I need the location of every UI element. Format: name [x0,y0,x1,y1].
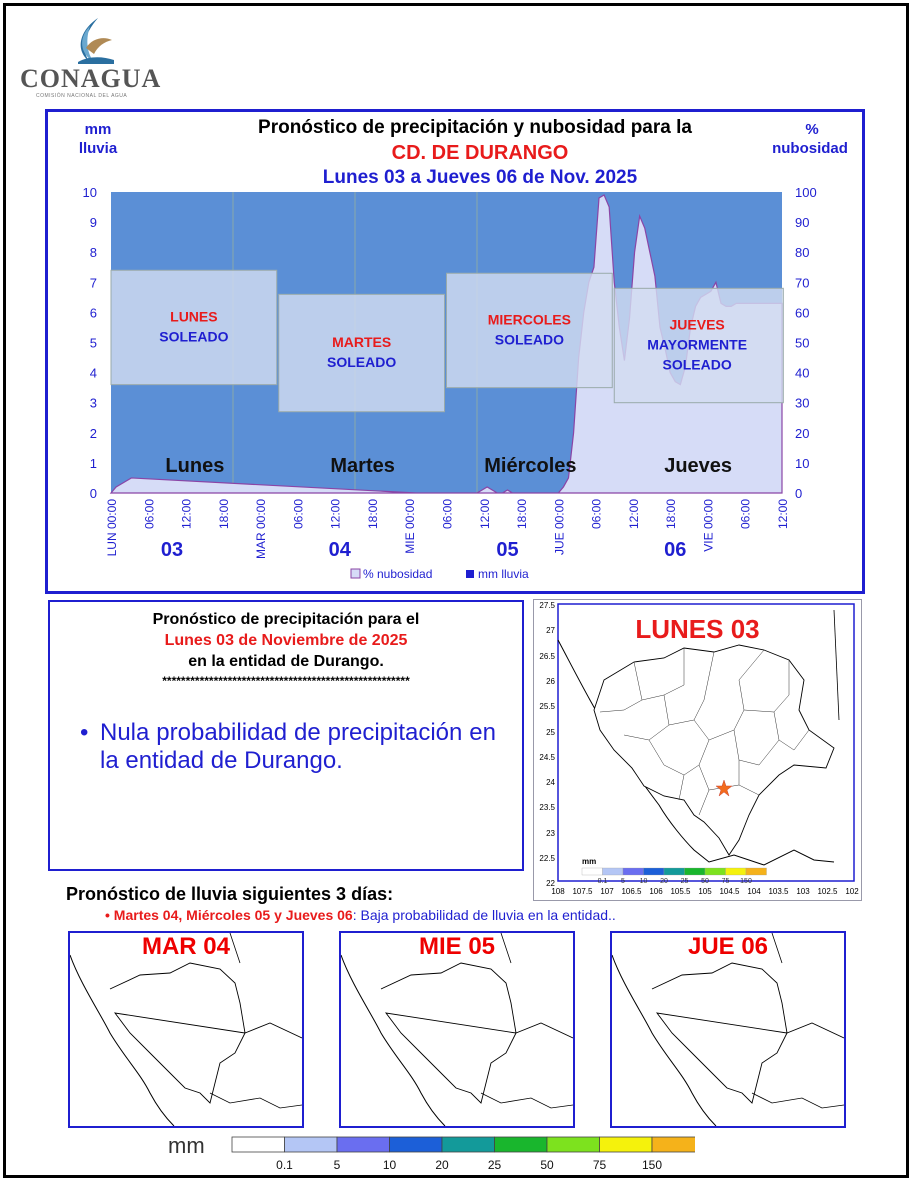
forecast-date: Lunes 03 de Noviembre de 2025 [164,632,408,649]
y-tick-left: 1 [89,455,97,471]
lon-tick: 104.5 [719,887,740,896]
lat-tick: 27 [546,626,555,636]
lon-tick: 106.5 [621,887,642,896]
coastline [70,955,174,1126]
bullet-dot: • [80,719,89,746]
x-tick-label: 18:00 [365,499,380,530]
lat-tick: 26.5 [539,651,555,661]
x-tick-label: 06:00 [142,499,157,530]
x-tick-label: 18:00 [216,499,231,530]
scale-label: 75 [592,1158,607,1172]
x-tick-label: 06:00 [738,499,753,530]
day-box-jueves [614,288,783,402]
x-tick-label: 12:00 [776,499,790,530]
legend-swatch-rain [466,570,474,578]
scale-label: 0.1 [276,1158,293,1172]
y-tick-right: 40 [795,365,810,381]
main-scale-label: 75 [721,878,730,885]
main-scale-label: 10 [639,878,648,885]
y-tick-left: 10 [82,185,97,200]
y-tick-left: 6 [89,305,97,321]
next-days-bullet-text: : Baja probabilidad de lluvia en la entidad.. [352,907,616,923]
main-scale-cell [644,868,665,875]
y-tick-right: 80 [795,245,810,261]
conagua-logo-icon [68,16,116,66]
day-name-label: Martes [330,454,395,477]
y-tick-right: 70 [795,275,810,291]
scale-cell [390,1137,443,1152]
day-number-label: 04 [328,539,351,561]
day-box-name: MIERCOLES [487,311,571,328]
x-tick-label: 18:00 [515,499,530,530]
map-mie-05-title: MIE 05 [418,933,496,960]
forecast-separator: ***************************************************** [162,674,410,688]
forecast-title: Pronóstico de precipitación para el [152,611,420,628]
day-box-martes [279,294,445,411]
org-name: CONAGUA [20,64,162,93]
lon-tick: 105 [698,887,712,896]
y-tick-left: 0 [89,486,97,501]
lon-tick: 106 [649,887,663,896]
lat-tick: 24 [546,778,555,788]
x-tick-label: MIE 00:00 [403,499,418,554]
day-box-lunes [111,270,277,384]
main-scale-label: 5 [621,878,625,885]
main-scale-label: 25 [680,878,689,885]
lon-tick: 103.5 [768,887,789,896]
map-mie-05 [339,931,575,1128]
day-box-miercoles [447,273,613,387]
main-map [533,599,862,901]
chart-dates: Lunes 03 a Jueves 06 de Nov. 2025 [322,167,638,188]
y-tick-right: 30 [795,395,810,411]
day-box-condition: MAYORMENTE [647,336,748,353]
scale-label: 10 [382,1158,397,1172]
scale-label: 25 [487,1158,502,1172]
lat-tick: 23 [546,828,555,838]
y-tick-right: 90 [795,215,810,231]
chart-legend [351,567,529,581]
main-scale-cell [582,868,603,875]
x-tick-label: 06:00 [589,499,604,530]
lon-tick: 102 [845,887,859,896]
chart-city: CD. DE DURANGO [391,142,569,164]
y-tick-left: 7 [89,275,97,291]
lat-tick: 25.5 [539,702,555,712]
x-tick-label: 06:00 [291,499,306,530]
day-box-name: JUEVES [669,316,725,333]
y-tick-right: 10 [795,455,810,471]
main-scale-cell [685,868,706,875]
state-outline [110,963,302,1103]
x-tick-label: 12:00 [179,499,194,530]
map-mar-04 [68,931,304,1128]
day-box-condition: SOLEADO [662,356,732,373]
scale-cell [652,1137,695,1152]
day-name-label: Jueves [664,454,733,477]
day-number-label: 06 [664,539,687,561]
y-tick-left: 2 [89,425,97,441]
x-tick-label: LUN 00:00 [105,499,119,557]
scale-cell [495,1137,548,1152]
lon-tick: 104 [747,887,761,896]
bottom-color-scale [225,1134,695,1174]
y-tick-left: 3 [89,395,97,411]
day-box-name: LUNES [170,308,218,325]
coastline [612,955,716,1126]
legend-label-rain: mm lluvia [478,567,529,581]
scale-label: 150 [641,1158,663,1172]
main-map-title: LUNES 03 [635,614,760,644]
map-jue-06 [610,931,846,1128]
next-days-title: Pronóstico de lluvia siguientes 3 días: [66,884,394,904]
y-tick-left: 8 [89,245,97,261]
main-scale-cell [623,868,644,875]
main-scale-label: 0.1 [597,878,608,885]
x-tick-label: 12:00 [477,499,492,530]
x-tick-label: 18:00 [664,499,679,530]
day-box-name: MARTES [332,334,392,351]
lat-tick: 23.5 [539,803,555,813]
main-map-scale-unit: mm [582,857,597,866]
x-tick-label: VIE 00:00 [701,499,716,552]
chart-title: Pronóstico de precipitación y nubosidad para la [258,117,692,138]
lat-tick: 24.5 [539,752,555,762]
main-scale-cell [726,868,747,875]
map-mar-04-title: MAR 04 [141,933,231,960]
next-days-bullet [105,907,616,923]
scale-cell [337,1137,390,1152]
forecast-bullet: Nula probabilidad de precipitación en la entidad de Durango. [100,719,496,774]
y-tick-right: 100 [795,185,817,200]
forecast-region: en la entidad de Durango. [188,653,384,670]
lon-tick: 105.5 [670,887,691,896]
left-unit-bottom: lluvia [78,140,118,157]
next-days-bullet-days: • Martes 04, Miércoles 05 y Jueves 06 [105,907,353,923]
left-unit-top: mm [84,121,112,138]
lon-tick: 102.5 [817,887,838,896]
scale-cell [232,1137,285,1152]
right-unit-top: % [805,121,819,138]
scale-label: 50 [540,1158,554,1172]
day-number-label: 03 [160,539,184,561]
state-outline [652,963,844,1103]
x-tick-label: 06:00 [440,499,455,530]
lon-tick: 107 [600,887,614,896]
scale-cell [442,1137,495,1152]
lon-tick: 103 [796,887,810,896]
y-tick-right: 50 [795,335,810,351]
main-map-canvas [534,600,861,900]
scale-cell [600,1137,653,1152]
main-scale-label: 150 [740,878,752,885]
lat-tick: 27.5 [539,601,555,610]
scale-label: 5 [333,1158,341,1172]
main-scale-cell [705,868,726,875]
main-scale-cell [746,868,767,875]
legend-label-cloud: % nubosidad [363,567,433,581]
day-name-label: Lunes [165,454,225,477]
lat-tick: 22 [546,879,555,889]
x-tick-label: 12:00 [626,499,641,530]
y-tick-left: 4 [89,365,97,381]
bottom-scale-unit: mm [168,1133,205,1158]
x-tick-label: 12:00 [328,499,343,530]
y-tick-right: 20 [795,425,810,441]
y-tick-right: 0 [795,486,803,501]
day-box-condition: SOLEADO [494,331,564,348]
main-scale-cell [664,868,685,875]
org-subtitle: COMISIÓN NACIONAL DEL AGUA [36,93,128,99]
state-outline [381,963,573,1103]
forecast-chart [60,182,860,582]
main-scale-label: 20 [660,878,668,885]
day-number-label: 05 [496,539,519,561]
main-scale-cell [603,868,624,875]
legend-swatch-cloud [351,569,360,578]
lon-tick: 107.5 [572,887,593,896]
y-tick-left: 9 [89,215,97,231]
day-name-label: Miércoles [484,454,577,477]
lat-tick: 22.5 [539,854,555,863]
day-box-condition: SOLEADO [159,328,229,345]
scale-label: 20 [435,1158,449,1172]
right-unit-bottom: nubosidad [772,140,848,157]
x-tick-label: JUE 00:00 [552,499,567,556]
y-tick-right: 60 [795,305,810,321]
scale-cell [547,1137,600,1152]
lat-tick: 25 [546,727,555,737]
main-scale-label: 50 [701,878,709,885]
coastline [341,955,445,1126]
x-tick-label: MAR 00:00 [254,499,269,560]
map-jue-06-title: JUE 06 [687,933,769,960]
lon-tick: 108 [551,887,565,896]
lat-tick: 26 [546,676,555,686]
y-tick-left: 5 [89,335,97,351]
day-box-condition: SOLEADO [327,354,397,371]
scale-cell [285,1137,338,1152]
